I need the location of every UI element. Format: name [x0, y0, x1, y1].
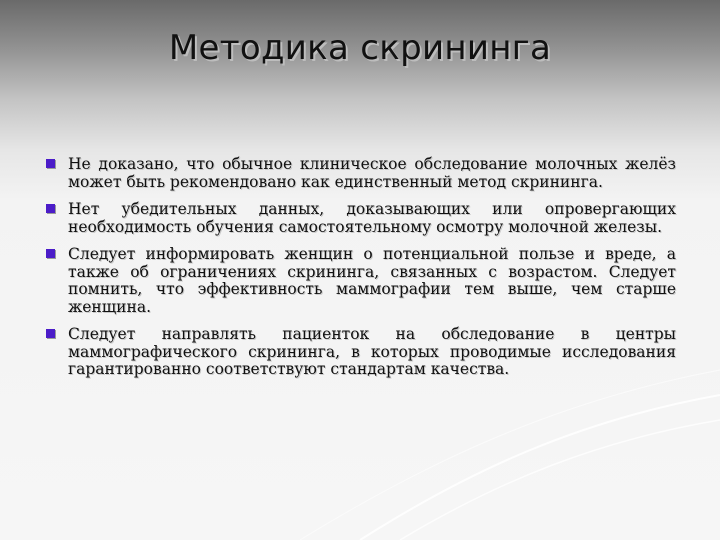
bullet-text: Следует информировать женщин о потенциальной пользе и вреде, а также об ограничениях скрининга, связанных с возрастом. Следует помнить, что эффективность маммографии тем выше, чем старше женщина.: [68, 245, 676, 316]
bullet-item: [44, 156, 676, 191]
square-bullet-icon: [46, 204, 55, 213]
bullet-item: [44, 326, 676, 379]
bullet-text: Не доказано, что обычное клиническое обследование молочных желёз может быть рекомендовано как единственный метод скрининга.: [68, 155, 676, 191]
square-bullet-icon: [46, 329, 55, 338]
square-bullet-icon: [46, 249, 55, 258]
square-bullet-icon: [46, 159, 55, 168]
bullet-list: [44, 156, 676, 389]
bullet-item: [44, 201, 676, 236]
bullet-text: Нет убедительных данных, доказывающих или опровергающих необходимость обучения самостоятельному осмотру молочной железы.: [68, 200, 676, 236]
bullet-item: [44, 246, 676, 316]
slide-title: Методика скрининга: [168, 28, 552, 68]
bullet-text: Следует направлять пациенток на обследование в центры маммографического скрининга, в которых проводимые исследования гарантированно соответствуют стандартам качества.: [68, 325, 676, 378]
